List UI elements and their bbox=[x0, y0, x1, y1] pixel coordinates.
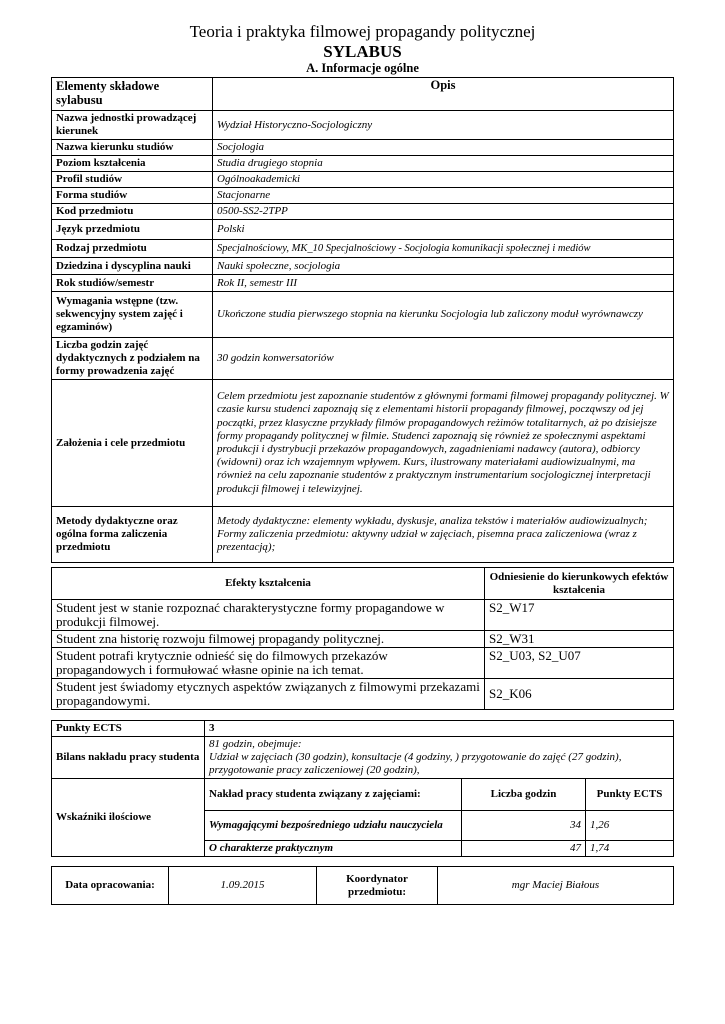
ects-table bbox=[51, 720, 674, 857]
date-label: Data opracowania: bbox=[52, 867, 169, 905]
row-value: Ogólnoakademicki bbox=[213, 172, 674, 188]
row-value: Wydział Historyczno-Socjologiczny bbox=[213, 111, 674, 140]
balance-breakdown: Udział w zajęciach (30 godzin), konsultacje (4 godziny, ) przygotowanie do zajęć (27 godzin), przygotowanie pracy zaliczeniowej (20 godzin), bbox=[209, 751, 622, 776]
col-header-hours: Liczba godzin bbox=[462, 779, 586, 811]
outcome-ref: S2_K06 bbox=[485, 679, 674, 710]
row-label: Język przedmiotu bbox=[52, 220, 213, 240]
row-value: Ukończone studia pierwszego stopnia na kierunku Socjologia lub zaliczony moduł wyrównawczy bbox=[213, 292, 674, 338]
outcome-text: Student zna historię rozwoju filmowej propagandy politycznej. bbox=[52, 631, 485, 648]
col-header-work: Nakład pracy studenta związany z zajęciami: bbox=[205, 779, 462, 811]
row-value: Celem przedmiotu jest zapoznanie studentów z głównymi formami filmowej propagandy politycznej. W czasie kursu studenci zapoznają się z elementami historii propagandy filmowej, począwszy od jej początki, przez klasyczne przykłady filmów propagandowych reżimów totalitarnych, aż po dzisiejsze formy propagandy politycznej w filmie. Studenci zapoznają się również ze społecznymi aspektami produkcji i dystrybucji przekazów propagandowych, zagadnieniami nadawcy (autora), odbiorcy (widowni) oraz ich wzajemnym wpływem. Kurs, ilustrowany materiałami audiowizualnymi, ma również na celu zapoznanie studentów z praktycznym instrumentarium socjologicznej interpretacji produkcji filmowej i telewizyjnej. bbox=[213, 380, 674, 507]
date-value: 1.09.2015 bbox=[169, 867, 317, 905]
row-value: Socjologia bbox=[213, 140, 674, 156]
work-hours: 34 bbox=[462, 811, 586, 841]
ects-label: Punkty ECTS bbox=[52, 721, 205, 737]
outcome-ref: S2_W17 bbox=[485, 600, 674, 631]
row-value bbox=[213, 507, 674, 563]
learning-outcomes-table bbox=[51, 567, 674, 710]
row-label: Rodzaj przedmiotu bbox=[52, 240, 213, 258]
work-type-label: O charakterze praktycznym bbox=[205, 841, 462, 857]
indicators-label: Wskaźniki ilościowe bbox=[52, 779, 205, 857]
document-title: Teoria i praktyka filmowej propagandy politycznej bbox=[189, 22, 536, 41]
row-value: Nauki społeczne, socjologia bbox=[213, 258, 674, 275]
col-header-reference: Odniesienie do kierunkowych efektów kształcenia bbox=[485, 568, 674, 600]
row-value: Specjalnościowy, MK_10 Specjalnościowy - Socjologia komunikacji społecznej i mediów bbox=[213, 240, 674, 258]
row-value: Rok II, semestr III bbox=[213, 275, 674, 292]
balance-total: 81 godzin, obejmuje: bbox=[209, 738, 302, 750]
row-value: Polski bbox=[213, 220, 674, 240]
row-label: Poziom kształcenia bbox=[52, 156, 213, 172]
row-value: 0500-SS2-2TPP bbox=[213, 204, 674, 220]
col-header-elements: Elementy składowe sylabusu bbox=[52, 78, 213, 111]
assessment-text: Formy zaliczenia przedmiotu: aktywny udział w zajęciach, pisemna praca zaliczeniowa (wraz z prezentacją); bbox=[217, 528, 637, 553]
row-value: Studia drugiego stopnia bbox=[213, 156, 674, 172]
row-value: Stacjonarne bbox=[213, 188, 674, 204]
col-header-description: Opis bbox=[213, 78, 674, 111]
col-header-points: Punkty ECTS bbox=[586, 779, 674, 811]
row-label: Kod przedmiotu bbox=[52, 204, 213, 220]
document-subtitle: SYLABUS bbox=[323, 42, 402, 61]
section-heading: A. Informacje ogólne bbox=[306, 61, 419, 75]
coordinator-label: Koordynator przedmiotu: bbox=[317, 867, 438, 905]
outcome-ref: S2_U03, S2_U07 bbox=[485, 648, 674, 679]
outcome-ref: S2_W31 bbox=[485, 631, 674, 648]
outcome-text: Student jest w stanie rozpoznać charakterystyczne formy propagandowe w produkcji filmowej. bbox=[52, 600, 485, 631]
row-label: Wymagania wstępne (tzw. sekwencyjny system zajęć i egzaminów) bbox=[52, 292, 213, 338]
row-label: Forma studiów bbox=[52, 188, 213, 204]
outcome-text: Student jest świadomy etycznych aspektów związanych z filmowymi przekazami propagandowymi. bbox=[52, 679, 485, 710]
row-label: Założenia i cele przedmiotu bbox=[52, 380, 213, 507]
row-label: Profil studiów bbox=[52, 172, 213, 188]
row-label: Liczba godzin zajęć dydaktycznych z podziałem na formy prowadzenia zajęć bbox=[52, 338, 213, 380]
row-label: Rok studiów/semestr bbox=[52, 275, 213, 292]
work-points: 1,26 bbox=[586, 811, 674, 841]
methods-text: Metody dydaktyczne: elementy wykładu, dyskusje, analiza tekstów i materiałów audiowizualnych; bbox=[217, 515, 648, 527]
work-type-label: Wymagającymi bezpośredniego udziału nauczyciela bbox=[205, 811, 462, 841]
work-hours: 47 bbox=[462, 841, 586, 857]
general-info-table bbox=[51, 77, 674, 563]
coordinator-value: mgr Maciej Białous bbox=[438, 867, 674, 905]
row-label: Nazwa jednostki prowadzącej kierunek bbox=[52, 111, 213, 140]
workload-balance-value bbox=[205, 737, 674, 779]
footer-table bbox=[51, 866, 674, 905]
ects-value: 3 bbox=[205, 721, 674, 737]
row-label: Metody dydaktyczne oraz ogólna forma zaliczenia przedmiotu bbox=[52, 507, 213, 563]
row-label: Nazwa kierunku studiów bbox=[52, 140, 213, 156]
row-label: Dziedzina i dyscyplina nauki bbox=[52, 258, 213, 275]
outcome-text: Student potrafi krytycznie odnieść się do filmowych przekazów propagandowych i formułować własne opinie na ich temat. bbox=[52, 648, 485, 679]
row-value: 30 godzin konwersatoriów bbox=[213, 338, 674, 380]
col-header-outcomes: Efekty kształcenia bbox=[52, 568, 485, 600]
workload-balance-label: Bilans nakładu pracy studenta bbox=[52, 737, 205, 779]
work-points: 1,74 bbox=[586, 841, 674, 857]
